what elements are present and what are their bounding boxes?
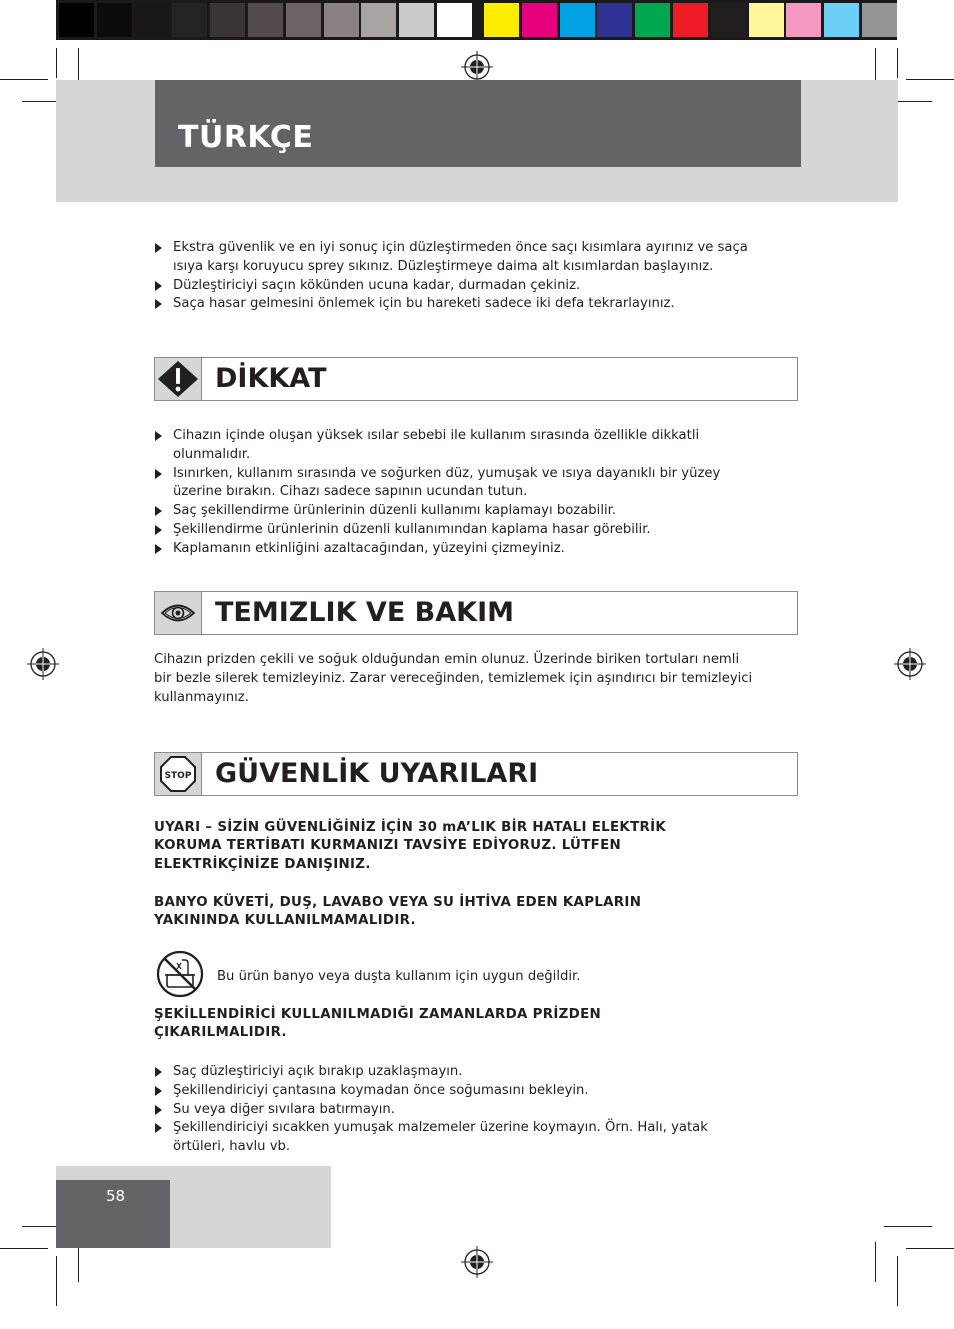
color-swatch [361,3,396,37]
bullet-triangle-icon [155,469,162,479]
color-swatch [862,3,897,37]
caution-title: DİKKAT [215,363,327,394]
bullet-triangle-icon [155,431,162,441]
bullet-item [155,1101,775,1120]
bullet-line: üzerine bırakın. Cihazı sadece sapının ucundan tutun. [173,484,528,500]
color-swatch [210,3,245,37]
bullet-triangle-icon [155,1105,162,1115]
color-swatch [59,3,94,37]
bullet-line: Cihazın içinde oluşan yüksek ısılar sebebi ile kullanım sırasında özellikle dikkatli [173,428,700,443]
warning-exclamation-icon [155,358,201,400]
registration-mark-icon [461,51,493,83]
bullet-item [155,1063,775,1082]
color-swatch [97,3,132,37]
bullet-item [155,502,775,521]
color-swatch [399,3,434,37]
bullet-item [155,239,775,277]
bullet-line: Saç düzleştiriciyi açık bırakıp uzaklaşmayın. [173,1064,463,1079]
safety-title: GÜVENLİK UYARILARI [215,758,539,789]
bullet-item [155,1119,775,1157]
bullet-item [155,295,775,314]
registration-mark-icon [894,648,926,680]
bullet-line: Şekillendiriciyi sıcakken yumuşak malzemeler üzerine koymayın. Örn. Halı, yatak [173,1120,708,1136]
caution-section-header [154,357,798,401]
color-swatch [711,3,746,37]
color-swatch [635,3,670,37]
care-title: TEMIZLIK VE BAKIM [215,597,514,628]
color-swatch [824,3,859,37]
intro-bullet-list [155,239,775,314]
color-calibration-bar [56,0,897,40]
stop-sign-icon [155,753,201,795]
bullet-line: Düzleştiriciyi saçın kökünden ucuna kadar, durmadan çekiniz. [173,277,581,293]
caution-bullet-list [155,427,775,559]
safety-warning-rcd: UYARI – SİZİN GÜVENLİĞİNİZ İÇİN 30 mA’LIK BİR HATALI ELEKTRİK KORUMA TERTİBATI KURMANIZI TAVSİYE EDİYORUZ. LÜTFEN ELEKTRİKÇİNİZE DANIŞINIZ. [154,820,667,872]
bullet-item [155,521,775,540]
bullet-triangle-icon [155,243,162,253]
color-swatch [673,3,708,37]
eye-icon [155,592,201,634]
color-swatch [135,3,170,37]
color-swatch [286,3,321,37]
bullet-line: Saça hasar gelmesini önlemek için bu hareketi sadece iki defa tekrarlayınız. [173,296,675,312]
care-section-header [154,591,798,635]
bullet-item [155,427,775,465]
bullet-line: Şekillendiriciyi çantasına koymadan önce soğumasını bekleyin. [173,1082,589,1098]
bullet-triangle-icon [155,506,162,516]
safety-warning-unplug: ŞEKİLLENDİRİCİ KULLANILMADIĞI ZAMANLARDA PRİZDEN ÇIKARILMALIDIR. [154,1007,602,1041]
bullet-line: Şekillendirme ürünlerinin düzenli kullanımından kaplama hasar görebilir. [173,521,651,537]
bullet-line: Ekstra güvenlik ve en iyi sonuç için düzleştirmeden önce saçı kısımlara ayırınız ve saça [173,240,748,255]
bullet-triangle-icon [155,281,162,291]
bullet-item [155,277,775,296]
color-swatch [248,3,283,37]
stop-label: STOP [164,771,192,781]
bullet-item [155,1082,775,1101]
bullet-triangle-icon [155,544,162,554]
color-swatch [484,3,519,37]
color-swatch [324,3,359,37]
bullet-item [155,465,775,503]
no-bathtub-icon [155,949,205,999]
bullet-triangle-icon [155,1123,162,1133]
bullet-line: ısıya karşı koruyucu sprey sıkınız. Düzleştirmeye daima alt kısımlardan başlayınız. [173,258,714,274]
bullet-triangle-icon [155,1067,162,1077]
care-paragraph: Cihazın prizden çekili ve soğuk olduğundan emin olunuz. Üzerinde biriken tortuları nemli bir bezle silerek temizleyiniz. Zarar vereceğinden, temizlemek için aşındırıcı bir temizleyici kullanmayınız. [154,652,753,705]
color-swatch [749,3,784,37]
bullet-line: olunmalıdır. [173,446,251,462]
color-swatch [522,3,557,37]
registration-mark-icon [27,648,59,680]
page-number: 58 [106,1187,126,1205]
safety-warning-water: BANYO KÜVETİ, DUŞ, LAVABO VEYA SU İHTİVA EDEN KAPLARIN YAKININDA KULLANILMAMALIDIR. [154,895,642,929]
registration-mark-icon [461,1246,493,1278]
bullet-triangle-icon [155,525,162,535]
color-swatch [437,3,472,37]
bath-note: Bu ürün banyo veya duşta kullanım için uygun değildir. [217,969,581,984]
safety-bullet-list [155,1063,775,1157]
page-title: TÜRKÇE [178,120,314,155]
bullet-line: Su veya diğer sıvılara batırmayın. [173,1101,395,1117]
bullet-line: Saç şekillendirme ürünlerinin düzenli kullanımı kaplamayı bozabilir. [173,503,617,519]
bullet-line: örtüleri, havlu vb. [173,1139,291,1155]
color-swatch [786,3,821,37]
color-swatch [560,3,595,37]
bullet-triangle-icon [155,299,162,309]
color-swatch [597,3,632,37]
bullet-triangle-icon [155,1086,162,1096]
bullet-line: Isınırken, kullanım sırasında ve soğurken düz, yumuşak ve ısıya dayanıklı bir yüzey [173,465,721,481]
bullet-line: Kaplamanın etkinliğini azaltacağından, yüzeyini çizmeyiniz. [173,540,565,556]
safety-section-header [154,752,798,796]
bullet-item [155,540,775,559]
color-swatch [172,3,207,37]
